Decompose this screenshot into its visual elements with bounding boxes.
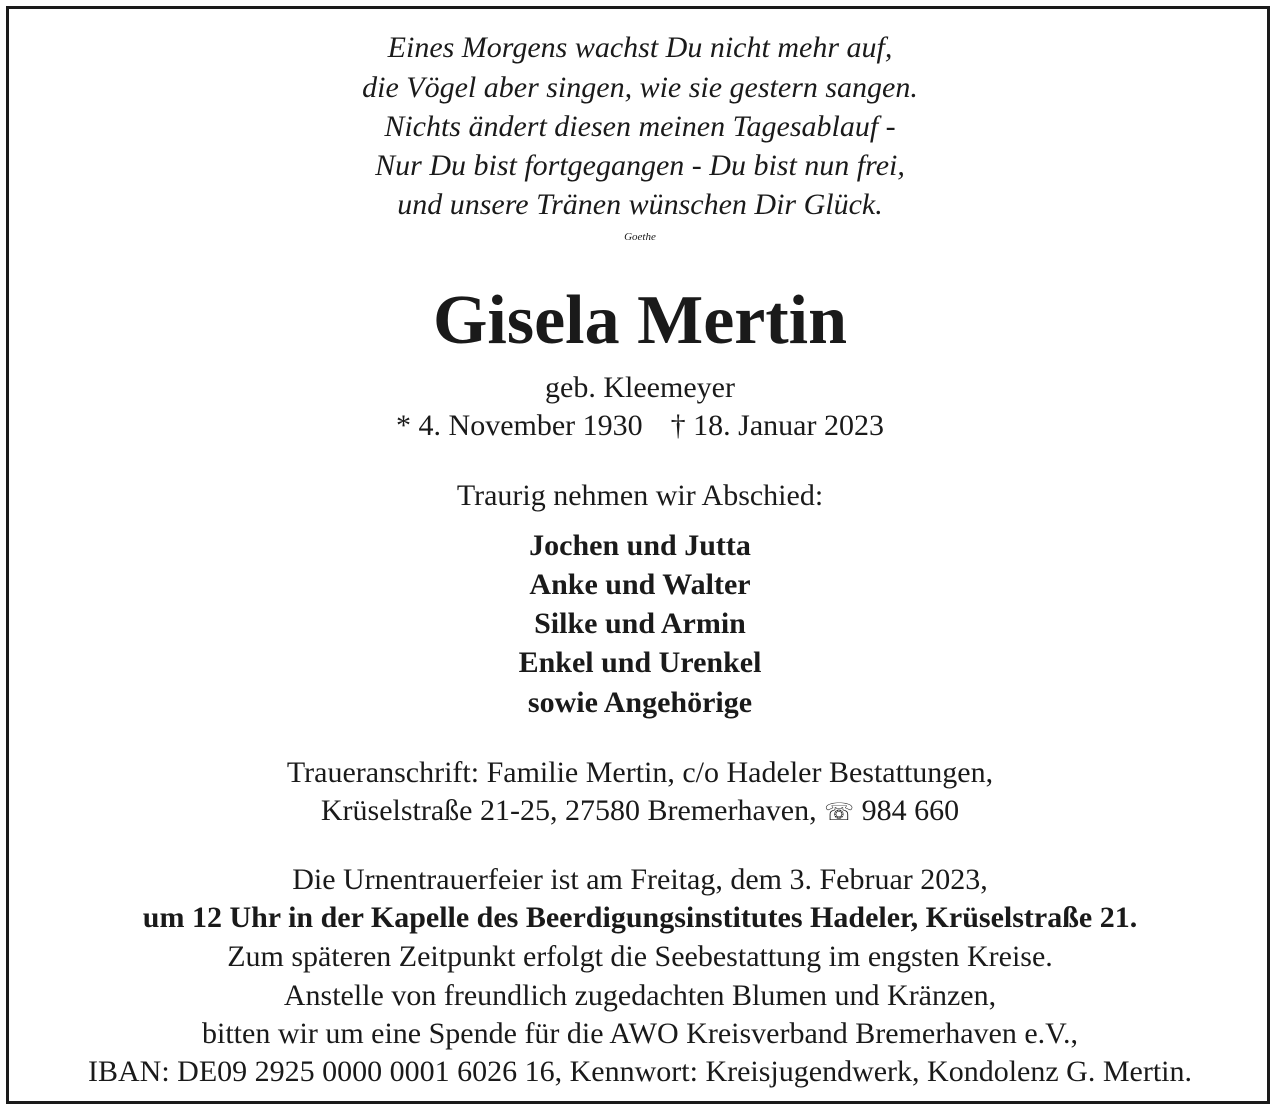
mourning-address-line-2 xyxy=(0,792,1280,831)
birth-date: * 4. November 1930 xyxy=(396,409,643,442)
donation-iban: IBAN: DE09 2925 0000 0001 6026 16, Kennwort: Kreisjugendwerk, Kondolenz G. Mertin. xyxy=(87,1055,1192,1088)
donation-line-2: bitten wir um eine Spende für die AWO Kreisverband Bremerhaven e.V., xyxy=(202,1017,1078,1050)
phone-number: 984 660 xyxy=(861,794,960,827)
ceremony-line-1: Die Urnentrauerfeier ist am Freitag, dem 3. Februar 2023, xyxy=(292,863,988,896)
mourners-intro: Traurig nehmen wir Abschied: xyxy=(456,479,824,512)
poem-author: Goethe xyxy=(624,231,656,243)
mourner-name: Enkel und Urenkel xyxy=(518,646,762,679)
poem-line-4: Nur Du bist fortgegangen - Du bist nun frei, xyxy=(375,149,905,182)
maiden-name: geb. Kleemeyer xyxy=(545,371,735,404)
mourner-name: Anke und Walter xyxy=(529,568,751,601)
mourner-name: Jochen und Jutta xyxy=(529,529,751,562)
mourner-name: sowie Angehörige xyxy=(527,686,753,719)
donation-line-1: Anstelle von freundlich zugedachten Blumen und Kränzen, xyxy=(283,979,997,1012)
telephone-icon: ☏ xyxy=(824,798,855,826)
ceremony-line-3: Zum späteren Zeitpunkt erfolgt die Seebestattung im engsten Kreise. xyxy=(227,940,1053,973)
mourning-address-line-1: Traueranschrift: Familie Mertin, c/o Hadeler Bestattungen, xyxy=(286,756,994,789)
poem-line-2: die Vögel aber singen, wie sie gestern sangen. xyxy=(362,71,918,104)
address-street: Krüselstraße 21-25, 27580 Bremerhaven, xyxy=(320,794,817,827)
ceremony-line-2: um 12 Uhr in der Kapelle des Beerdigungsinstitutes Hadeler, Krüselstraße 21. xyxy=(142,901,1138,934)
poem-line-5: und unsere Tränen wünschen Dir Glück. xyxy=(397,188,883,221)
deceased-name: Gisela Mertin xyxy=(432,282,848,359)
life-dates xyxy=(0,407,1280,445)
poem-line-1: Eines Morgens wachst Du nicht mehr auf, xyxy=(387,31,893,64)
mourner-name: Silke und Armin xyxy=(534,607,746,640)
poem-line-3: Nichts ändert diesen meinen Tagesablauf - xyxy=(384,110,896,143)
death-date: † 18. Januar 2023 xyxy=(670,409,884,442)
